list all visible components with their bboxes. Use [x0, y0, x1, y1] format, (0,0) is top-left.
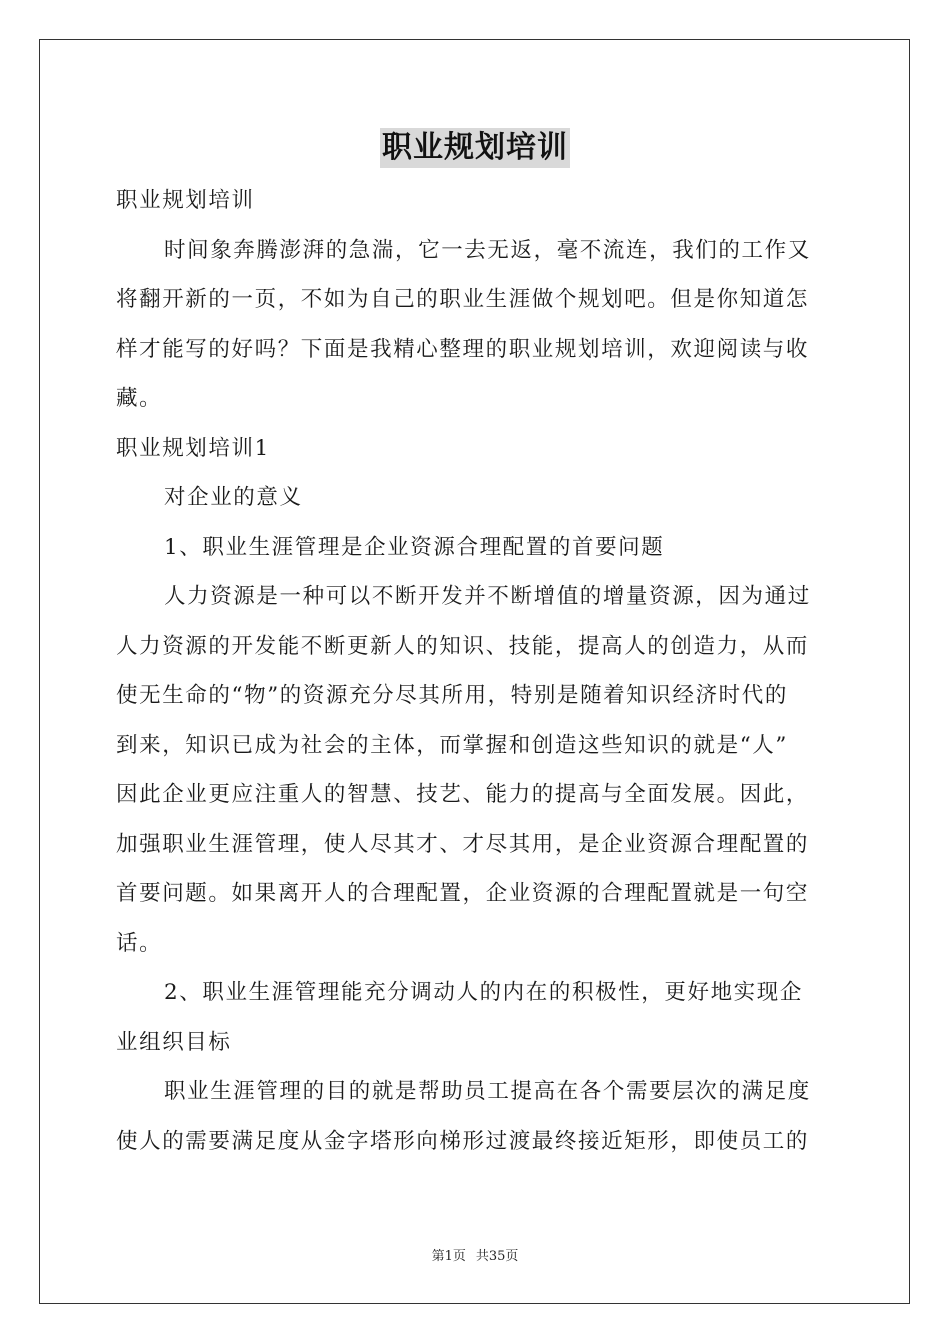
body-line: 话。	[116, 930, 163, 956]
body-line: 职业规划培训	[116, 188, 255, 213]
body-line: 加强职业生涯管理，使人尽其才、才尽其用，是企业资源合理配置的	[116, 831, 810, 857]
body-line: 到来，知识已成为社会的主体，而掌握和创造这些知识的就是“人”	[116, 732, 788, 758]
numbered-heading: 2、职业生涯管理能充分调动人的内在的积极性，更好地实现企	[164, 980, 803, 1005]
body-line: 样才能写的好吗？下面是我精心整理的职业规划培训，欢迎阅读与收	[116, 336, 810, 362]
document-body	[116, 176, 834, 1166]
subsection-heading: 对企业的意义	[164, 485, 303, 510]
body-line: 职业生涯管理的目的就是帮助员工提高在各个需要层次的满足度	[164, 1079, 811, 1104]
body-line: 人力资源的开发能不断更新人的知识、技能，提高人的创造力，从而	[116, 633, 810, 659]
body-line: 时间象奔腾澎湃的急湍，它一去无返，毫不流连，我们的工作又	[164, 237, 811, 263]
body-line: 使人的需要满足度从金字塔形向梯形过渡最终接近矩形，即使员工的	[116, 1128, 810, 1154]
page-footer	[0, 1245, 950, 1264]
section-heading: 职业规划培训1	[116, 435, 270, 461]
body-line: 人力资源是一种可以不断开发并不断增值的增量资源，因为通过	[164, 584, 811, 609]
page-total: 共35页	[475, 1249, 519, 1264]
body-line: 因此企业更应注重人的智慧、技艺、能力的提高与全面发展。因此，	[116, 782, 810, 807]
title-container	[0, 128, 950, 168]
document-title: 职业规划培训	[380, 128, 570, 168]
body-line: 业组织目标	[116, 1029, 232, 1055]
body-line: 首要问题。如果离开人的合理配置，企业资源的合理配置就是一句空	[116, 881, 810, 906]
body-line: 使无生命的“物”的资源充分尽其所用，特别是随着知识经济时代的	[116, 683, 788, 708]
body-line: 藏。	[116, 386, 163, 411]
numbered-heading: 1、职业生涯管理是企业资源合理配置的首要问题	[164, 534, 665, 560]
body-line: 将翻开新的一页，不如为自己的职业生涯做个规划吧。但是你知道怎	[116, 287, 810, 312]
page-number: 第1页	[431, 1249, 466, 1264]
